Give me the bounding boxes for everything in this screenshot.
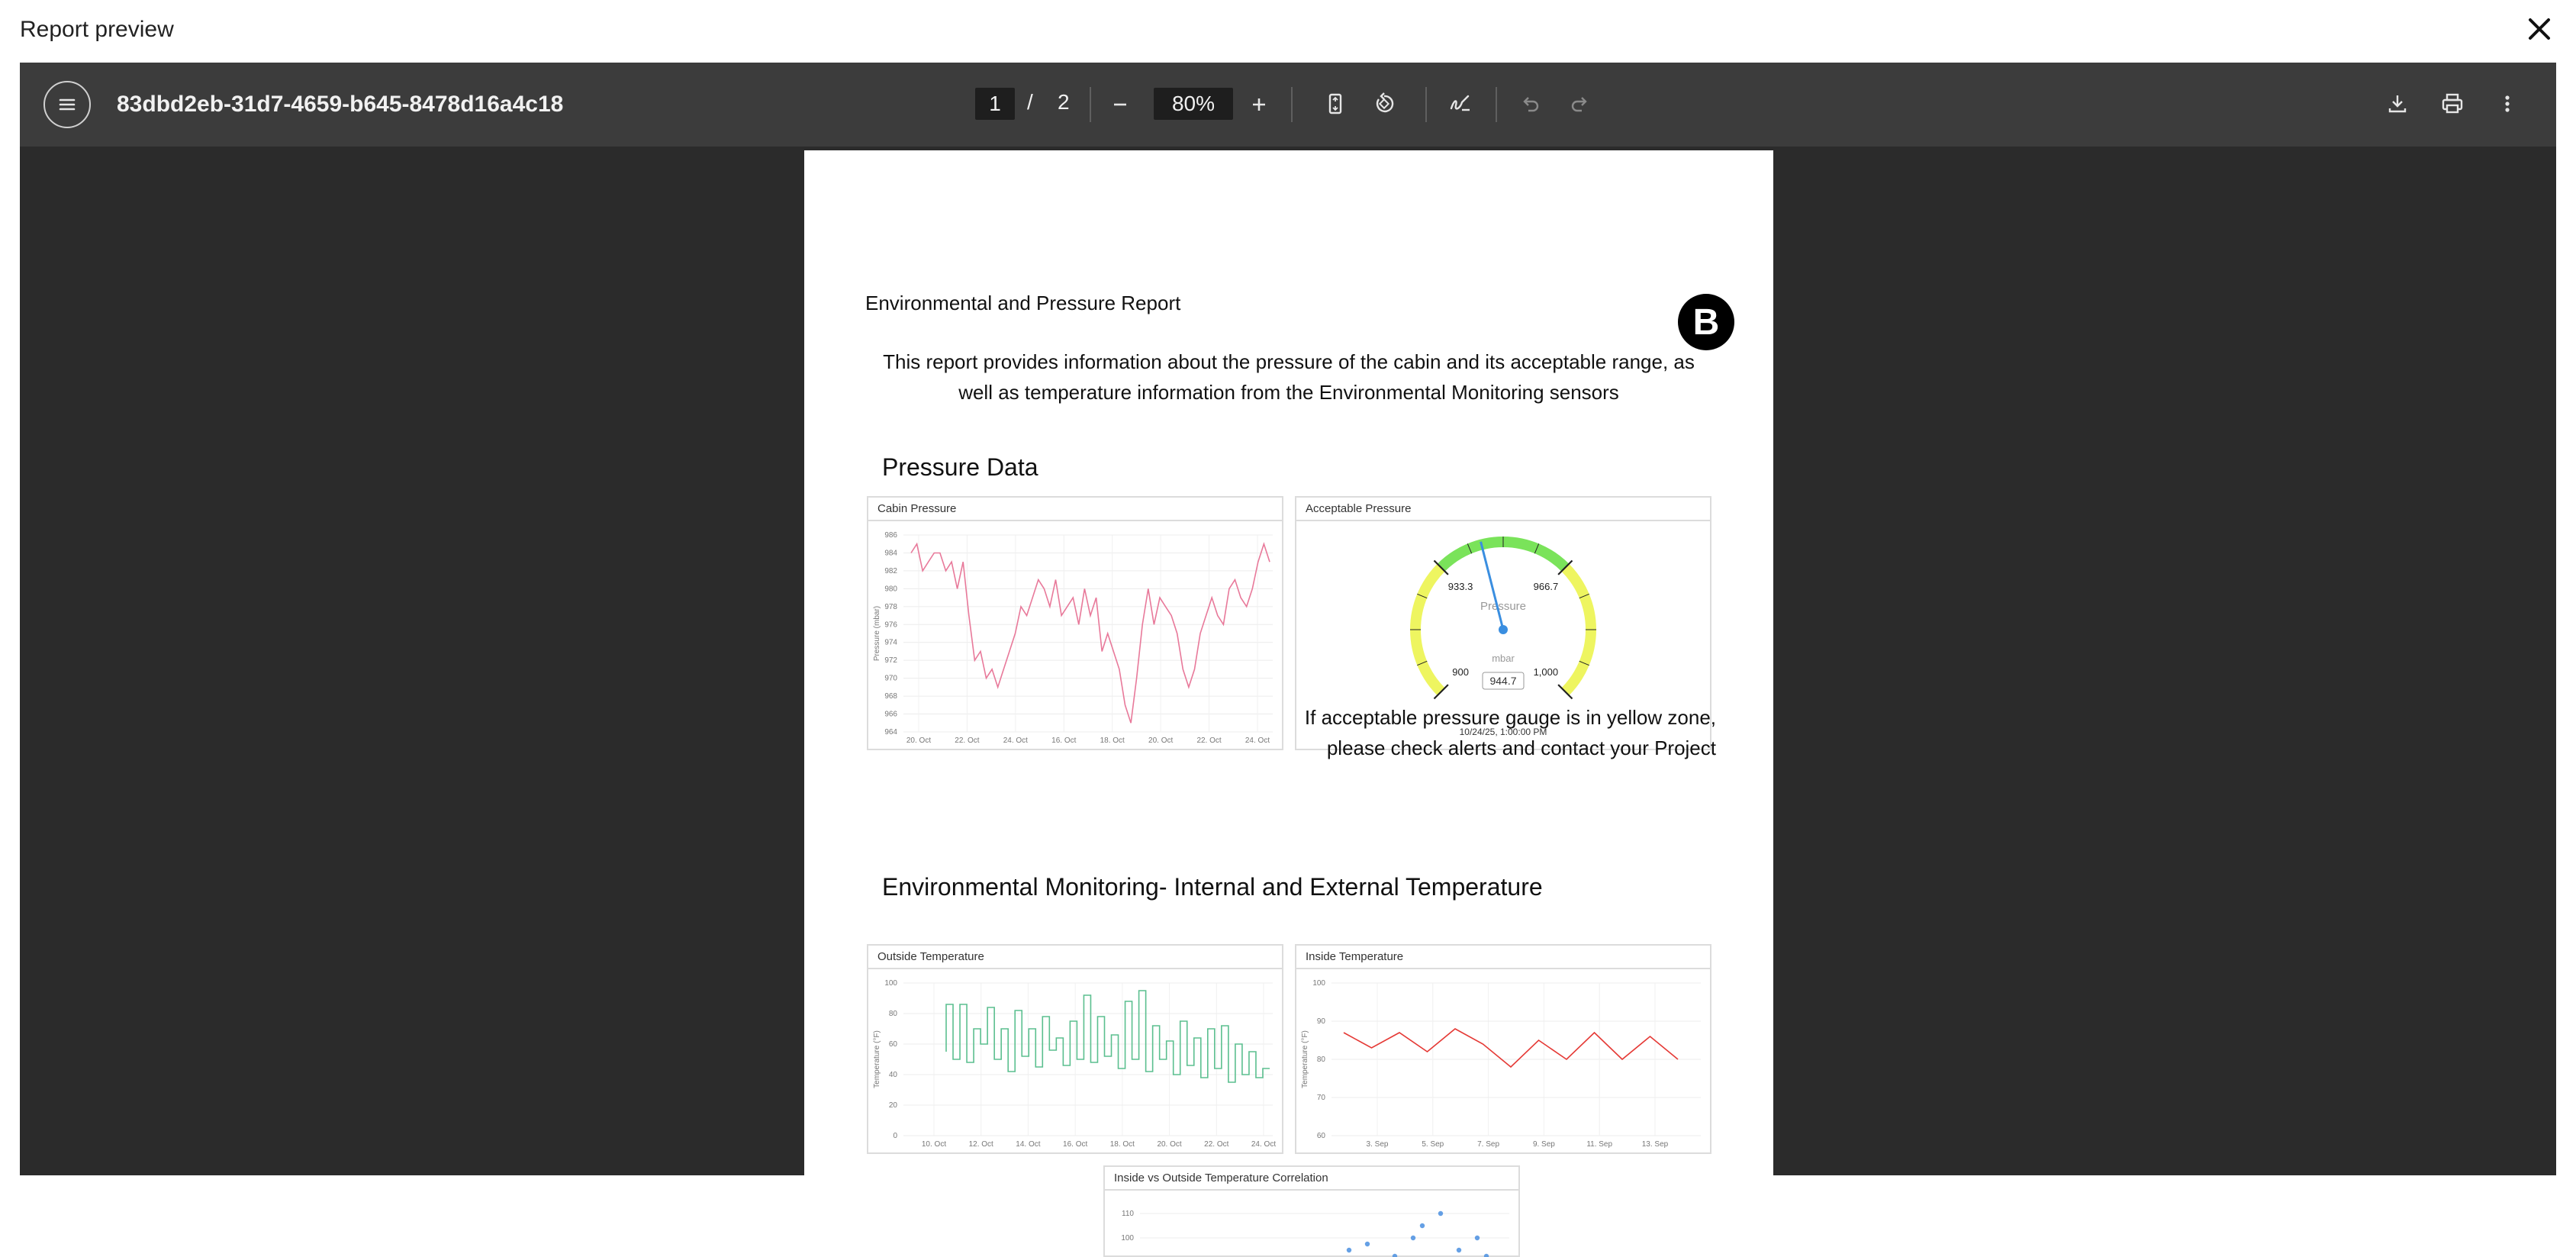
- y-tick-label: 60: [888, 1040, 897, 1049]
- outside-temperature-chart: [868, 971, 1282, 1152]
- more-options-button[interactable]: [2489, 85, 2526, 122]
- scatter-point: [1411, 1236, 1415, 1240]
- scatter-point: [1347, 1248, 1351, 1252]
- annotate-icon: [1448, 92, 1473, 116]
- page-total: 2: [1058, 90, 1070, 114]
- page-separator: /: [1027, 90, 1033, 114]
- undo-icon: [1519, 92, 1542, 115]
- toolbar-divider: [1291, 87, 1293, 122]
- fit-page-button[interactable]: [1317, 85, 1354, 122]
- document-title: 83dbd2eb-31d7-4659-b645-8478d16a4c18: [117, 92, 564, 117]
- intro-line-1: This report provides information about the pressure of the cabin and its acceptable range, as: [883, 350, 1695, 373]
- close-button[interactable]: [2523, 12, 2556, 46]
- annotate-button[interactable]: [1442, 85, 1479, 122]
- panel-title: Acceptable Pressure: [1296, 498, 1710, 521]
- download-button[interactable]: [2379, 85, 2416, 122]
- gauge-tick-label: 933.3: [1447, 581, 1473, 593]
- rotate-icon: [1372, 92, 1396, 116]
- gauge-pivot: [1499, 625, 1508, 634]
- scatter-point: [1457, 1248, 1461, 1252]
- y-tick-label: 968: [884, 692, 897, 701]
- report-title: Environmental and Pressure Report: [865, 292, 1181, 314]
- y-axis-label: Temperature (°F): [1301, 1030, 1309, 1088]
- pdf-viewer: [20, 63, 2556, 1242]
- zoom-in-icon: [1248, 94, 1270, 115]
- y-tick-label: 966: [884, 710, 897, 719]
- scatter-point: [1393, 1254, 1397, 1257]
- y-tick-label: 20: [888, 1101, 897, 1110]
- y-tick-label: 978: [884, 602, 897, 611]
- modal-header: [0, 0, 2576, 63]
- y-tick-label: 110: [1122, 1210, 1134, 1218]
- x-tick-label: 5. Sep: [1422, 1140, 1444, 1149]
- x-tick-label: 7. Sep: [1477, 1140, 1500, 1149]
- y-tick-label: 976: [884, 620, 897, 630]
- y-tick-label: 40: [888, 1071, 897, 1079]
- page-number-input[interactable]: 1: [975, 88, 1015, 120]
- menu-icon: [56, 93, 79, 116]
- x-tick-label: 3. Sep: [1366, 1140, 1389, 1149]
- redo-button[interactable]: [1561, 85, 1598, 122]
- x-tick-label: 10. Oct: [921, 1140, 947, 1149]
- x-tick-label: 22. Oct: [955, 736, 980, 745]
- toolbar-divider: [1496, 87, 1497, 122]
- x-tick-label: 20. Oct: [1148, 736, 1174, 745]
- y-tick-label: 60: [1316, 1132, 1325, 1140]
- print-button[interactable]: [2434, 85, 2471, 122]
- zoom-level-input[interactable]: 80%: [1154, 88, 1233, 120]
- x-tick-label: 24. Oct: [1245, 736, 1270, 745]
- undo-button[interactable]: [1512, 85, 1549, 122]
- y-tick-label: 100: [1312, 979, 1325, 988]
- x-tick-label: 12. Oct: [968, 1140, 993, 1149]
- scatter-point: [1484, 1254, 1489, 1257]
- correlation-panel: [1103, 1165, 1520, 1257]
- pdf-page: [804, 150, 1773, 1242]
- x-tick-label: 9. Sep: [1532, 1140, 1555, 1149]
- y-tick-label: 70: [1316, 1094, 1325, 1102]
- toolbar-divider: [1425, 87, 1427, 122]
- x-tick-label: 14. Oct: [1016, 1140, 1041, 1149]
- inside-temperature-panel: [1295, 944, 1711, 1154]
- intro-line-2: well as temperature information from the Environmental Monitoring sensors: [958, 381, 1619, 404]
- y-tick-label: 90: [1316, 1017, 1325, 1026]
- x-tick-label: 18. Oct: [1109, 1140, 1135, 1149]
- y-tick-label: 984: [884, 549, 897, 558]
- scatter-point: [1438, 1211, 1443, 1216]
- y-tick-label: 970: [884, 674, 897, 683]
- x-tick-label: 16. Oct: [1051, 736, 1077, 745]
- y-tick-label: 80: [888, 1010, 897, 1018]
- toolbar-divider: [1090, 87, 1091, 122]
- series-line: [946, 991, 1270, 1082]
- outside-temperature-panel: [867, 944, 1283, 1154]
- x-tick-label: 11. Sep: [1586, 1140, 1613, 1149]
- x-tick-label: 22. Oct: [1196, 736, 1222, 745]
- gauge-timestamp: 10/24/25, 1:00:00 PM: [1459, 727, 1547, 737]
- download-icon: [2385, 92, 2410, 116]
- more-options-icon: [2496, 92, 2519, 115]
- panel-title: Inside Temperature: [1296, 946, 1710, 969]
- x-tick-label: 13. Sep: [1641, 1140, 1669, 1149]
- y-tick-label: 80: [1316, 1056, 1325, 1064]
- y-axis-label: Temperature (°F): [873, 1030, 881, 1088]
- gauge-tick-label: 1,000: [1533, 666, 1559, 678]
- rotate-button[interactable]: [1366, 85, 1402, 122]
- x-tick-label: 20. Oct: [906, 736, 932, 745]
- gauge-value-label: 944.7: [1489, 675, 1517, 687]
- gauge-note-line-1: If acceptable pressure gauge is in yellow zone,: [1304, 706, 1716, 729]
- x-tick-label: 22. Oct: [1204, 1140, 1229, 1149]
- zoom-out-icon: [1109, 94, 1131, 115]
- company-logo: [1678, 294, 1734, 350]
- panel-title: Cabin Pressure: [868, 498, 1282, 521]
- gauge-label: Pressure: [1480, 600, 1527, 613]
- x-tick-label: 20. Oct: [1157, 1140, 1182, 1149]
- panel-title: Outside Temperature: [868, 946, 1282, 969]
- scatter-point: [1420, 1223, 1425, 1228]
- x-tick-label: 18. Oct: [1100, 736, 1125, 745]
- zoom-out-button[interactable]: [1103, 88, 1137, 121]
- y-tick-label: 964: [884, 728, 897, 736]
- x-tick-label: 16. Oct: [1063, 1140, 1088, 1149]
- y-tick-label: 982: [884, 566, 897, 575]
- logo-letter: B: [1692, 301, 1720, 343]
- section-env-heading: Environmental Monitoring- Internal and External Temperature: [882, 873, 1543, 901]
- y-tick-label: 972: [884, 656, 897, 666]
- viewer-toolbar: [20, 63, 2556, 147]
- redo-icon: [1568, 92, 1591, 115]
- close-icon: [2523, 12, 2556, 46]
- section-pressure-heading: Pressure Data: [882, 453, 1038, 481]
- gauge-tick-label: 900: [1452, 666, 1469, 678]
- x-tick-label: 24. Oct: [1251, 1140, 1277, 1149]
- inside-temperature-chart: [1296, 971, 1710, 1152]
- y-tick-label: 100: [884, 979, 897, 988]
- scatter-point: [1475, 1236, 1480, 1240]
- gauge-unit: mbar: [1492, 653, 1515, 664]
- y-tick-label: 974: [884, 638, 897, 647]
- fit-page-icon: [1323, 92, 1348, 116]
- y-axis-label: Pressure (mbar): [873, 605, 881, 662]
- scatter-point: [1365, 1242, 1370, 1246]
- panel-title: Inside vs Outside Temperature Correlation: [1105, 1167, 1518, 1191]
- y-tick-label: 986: [884, 531, 897, 540]
- x-tick-label: 24. Oct: [1003, 736, 1028, 745]
- modal-title: Report preview: [20, 17, 174, 42]
- gauge-note-line-2: please check alerts and contact your Project: [1326, 736, 1716, 759]
- zoom-in-button[interactable]: [1242, 88, 1276, 121]
- y-tick-label: 980: [884, 585, 897, 594]
- y-tick-label: 100: [1121, 1234, 1134, 1242]
- correlation-chart: [1105, 1192, 1518, 1253]
- series-line: [1344, 1029, 1678, 1067]
- print-icon: [2439, 91, 2465, 117]
- menu-button[interactable]: [43, 81, 91, 128]
- gauge-tick-label: 966.7: [1533, 581, 1559, 593]
- y-tick-label: 0: [893, 1132, 897, 1140]
- gauge-needle: [1481, 542, 1503, 630]
